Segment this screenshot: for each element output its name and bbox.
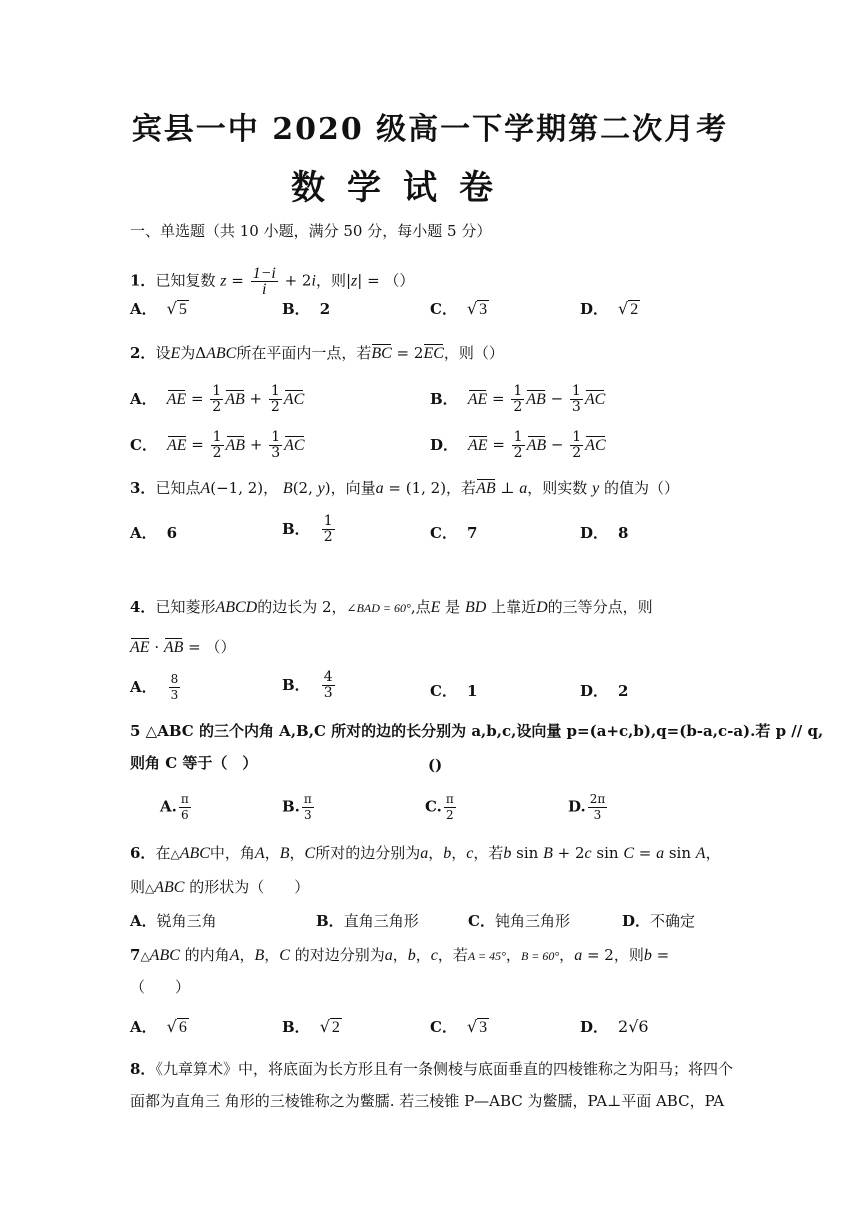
question-8-cont: 面都为直角三 角形的三棱锥称之为鳖臑. 若三棱锥 P—ABC 为鳖臑，PA⊥平面 ABC，PA: [130, 1092, 725, 1110]
q1-option-c[interactable]: C． √ 3: [430, 299, 488, 318]
q6-option-b[interactable]: B．直角三角形: [316, 912, 419, 930]
exam-title: 宾县一中 2020 级高一下学期第二次月考: [131, 112, 729, 147]
question-5-cont: 则角 C 等于（ ）: [130, 754, 258, 772]
question-4-cont: AE · AB = （）: [130, 636, 236, 659]
question-6-cont: 则△ABC 的形状为（ ）: [130, 878, 310, 896]
question-1: 1．已知复数 z = $\frac{1-i}{i}$ + 2i，则|z| = （）: [130, 265, 415, 298]
q2-option-d[interactable]: D． AE = $\frac{1}{2}$ AB − $\frac{1}{2}$ AC: [430, 429, 606, 461]
q4-option-b[interactable]: B． $\frac{4}{3}$: [282, 669, 333, 701]
q7-option-c[interactable]: C． √ 3: [430, 1017, 488, 1036]
q5-option-d[interactable]: D. $\frac{2\pi}{3}$: [568, 792, 606, 822]
q7-option-d[interactable]: D． 2√6: [580, 1017, 649, 1036]
question-8: 8．《九章算术》中，将底面为长方形且有一条侧棱与底面垂直的四棱锥称之为阳马；将四个: [130, 1060, 733, 1078]
q6-option-d[interactable]: D．不确定: [622, 912, 696, 930]
question-5: 5 △ABC 的三个内角 A,B,C 所对的边的长分别为 a,b,c,设向量 p=(a+c,b),q=(b-a,c-a).若 p // q,: [130, 722, 824, 740]
q4-option-a[interactable]: A． $\frac{8}{3}$: [130, 672, 179, 702]
q5-option-a[interactable]: A. $\frac{\pi}{6}$: [160, 792, 189, 822]
q7-option-a[interactable]: A． √ 6: [130, 1017, 187, 1036]
q3-option-b[interactable]: B． $\frac{1}{2}$: [282, 513, 333, 545]
q1-option-b[interactable]: B． 2: [282, 300, 331, 318]
question-5-blank: (): [428, 756, 443, 774]
q7-option-b[interactable]: B． √ 2: [282, 1017, 340, 1036]
q6-option-a[interactable]: A．锐角三角: [130, 912, 217, 930]
exam-subtitle: 数学试卷: [291, 168, 515, 208]
q4-option-d[interactable]: D． 2: [580, 682, 629, 700]
q1-option-a[interactable]: A． √ 5: [130, 299, 187, 318]
q3-option-d[interactable]: D． 8: [580, 524, 629, 542]
q2-option-b[interactable]: B． AE = $\frac{1}{2}$ AB − $\frac{1}{3}$ AC: [430, 383, 606, 415]
q6-option-c[interactable]: C．钝角三角形: [468, 912, 570, 930]
question-2: 2．设E为ΔABC所在平面内一点，若BC = 2EC，则（）: [130, 342, 504, 365]
q5-option-b[interactable]: B. $\frac{\pi}{3}$: [282, 792, 312, 822]
section-heading: 一、单选题（共 10 小题，满分 50 分，每小题 5 分）: [130, 222, 492, 240]
question-6: 6．在△ABC中，角A，B，C所对的边分别为a，b，c，若b sin B + 2c sin C = a sin A，: [130, 844, 721, 862]
q4-option-c[interactable]: C． 1: [430, 682, 478, 700]
question-3: 3．已知点A(−1, 2)， B(2, y)，向量a = (1, 2)，若AB ⊥ a，则实数 y 的值为（）: [130, 477, 679, 500]
q3-option-a[interactable]: A． 6: [130, 524, 178, 542]
q2-option-c[interactable]: C． AE = $\frac{1}{2}$ AB + $\frac{1}{3}$ AC: [130, 429, 305, 461]
question-7-cont: （ ）: [130, 978, 191, 996]
q2-option-a[interactable]: A． AE = $\frac{1}{2}$ AB + $\frac{1}{2}$ AC: [130, 383, 305, 415]
question-7: 7△ABC 的内角A，B，C 的对边分别为a，b，c，若A = 45°，B = 60°，a = 2，则b =: [130, 946, 670, 964]
q1-option-d[interactable]: D． √ 2: [580, 299, 639, 318]
question-4: 4．已知菱形ABCD的边长为 2，∠BAD = 60°,点E 是 BD 上靠近D的三等分点，则: [130, 598, 653, 616]
q5-option-c[interactable]: C. $\frac{\pi}{2}$: [425, 792, 454, 822]
q3-option-c[interactable]: C． 7: [430, 524, 478, 542]
